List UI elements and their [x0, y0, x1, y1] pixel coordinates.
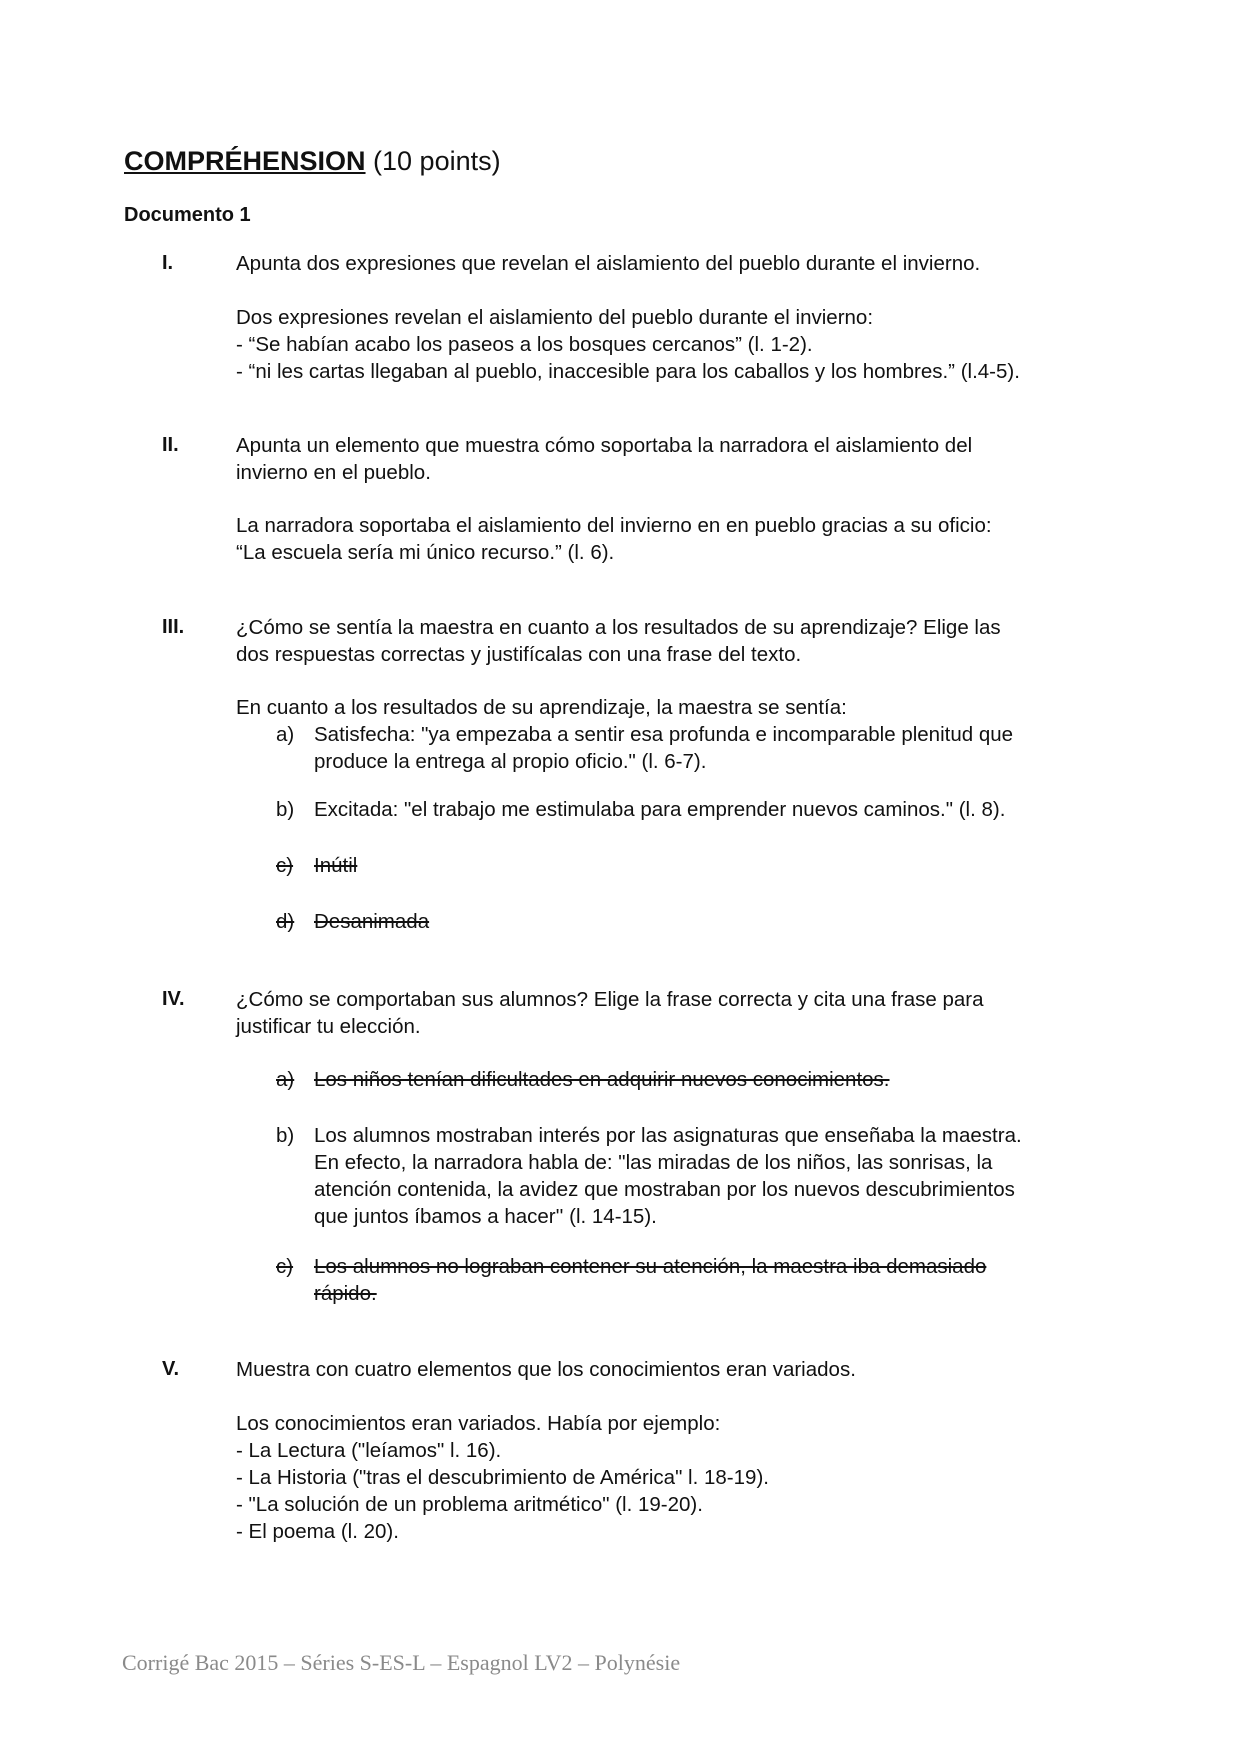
prompt-line: Muestra con cuatro elementos que los conocimientos eran variados.: [236, 1358, 856, 1381]
option-text: [314, 852, 357, 879]
answer-line: - La Lectura ("leíamos" l. 16).: [236, 1439, 502, 1462]
prompt-line: invierno en el pueblo.: [236, 461, 431, 484]
option-line: que juntos íbamos a hacer'' (l. 14-15).: [314, 1205, 657, 1228]
option-text: [314, 1122, 1022, 1230]
answer-2: [236, 512, 992, 566]
document-label: Documento 1: [124, 204, 251, 226]
answer-line: Los conocimientos eran variados. Había por ejemplo:: [236, 1412, 721, 1435]
question-prompt-2: [236, 432, 972, 486]
section-title: [124, 144, 501, 178]
option-line: Los alumnos mostraban interés por las asignaturas que enseñaba la maestra.: [314, 1124, 1022, 1147]
prompt-line: Apunta dos expresiones que revelan el aislamiento del pueblo durante el invierno.: [236, 252, 981, 275]
answer-line: La narradora soportaba el aislamiento del invierno en en pueblo gracias a su oficio:: [236, 514, 992, 537]
question-prompt-3: [236, 614, 1001, 668]
option-text: [314, 1253, 986, 1307]
answer-line: - El poema (l. 20).: [236, 1520, 399, 1543]
answer-line: Dos expresiones revelan el aislamiento del pueblo durante el invierno:: [236, 306, 874, 329]
option-letter: d): [276, 910, 295, 933]
option-letter: a): [276, 723, 295, 746]
option-text: [314, 1066, 890, 1093]
option-line: Desanimada: [314, 910, 430, 933]
section-title-main: COMPRÉHENSION: [124, 146, 366, 176]
option-line: En efecto, la narradora habla de: "las miradas de los niños, las sonrisas, la: [314, 1151, 993, 1174]
option-letter: b): [276, 798, 295, 821]
question-number-4: IV.: [162, 988, 185, 1010]
prompt-line: Apunta un elemento que muestra cómo soportaba la narradora el aislamiento del: [236, 434, 973, 457]
option-text: [314, 721, 1013, 775]
option-line: Los alumnos no lograban contener su atención, la maestra iba demasiado: [314, 1255, 987, 1278]
answer-5: [236, 1410, 769, 1545]
option-letter: c): [276, 1255, 294, 1278]
answer-3-intro: En cuanto a los resultados de su aprendizaje, la maestra se sentía:: [236, 696, 847, 719]
answer-line: “La escuela sería mi único recurso.” (l. 6).: [236, 541, 615, 564]
prompt-line: ¿Cómo se sentía la maestra en cuanto a los resultados de su aprendizaje? Elige las: [236, 616, 1001, 639]
option-line: atención contenida, la avidez que mostraban por los nuevos descubrimientos: [314, 1178, 1015, 1201]
option-text: [314, 796, 1005, 823]
option-line: Satisfecha: "ya empezaba a sentir esa profunda e incomparable plenitud que: [314, 723, 1014, 746]
question-prompt-4: [236, 986, 983, 1040]
question-number-5: V.: [162, 1358, 180, 1380]
option-letter: b): [276, 1124, 295, 1147]
question-number-3: III.: [162, 616, 185, 638]
option-line: Inútil: [314, 854, 358, 877]
option-text: [314, 908, 429, 935]
answer-line: - “ni les cartas llegaban al pueblo, inaccesible para los caballos y los hombres.” (l.4-5).: [236, 360, 1020, 383]
option-letter: a): [276, 1068, 295, 1091]
prompt-line: dos respuestas correctas y justifícalas con una frase del texto.: [236, 643, 802, 666]
section-title-points: (10 points): [365, 146, 501, 176]
answer-1: [236, 304, 1020, 385]
answer-line: - La Historia ("tras el descubrimiento de América" l. 18-19).: [236, 1466, 769, 1489]
option-line: rápido.: [314, 1282, 377, 1305]
question-prompt-5: [236, 1356, 856, 1383]
answer-line: - “Se habían acabo los paseos a los bosques cercanos” (l. 1-2).: [236, 333, 813, 356]
option-line: Los niños tenían dificultades en adquirir nuevos conocimientos.: [314, 1068, 890, 1091]
prompt-line: justificar tu elección.: [236, 1015, 421, 1038]
answer-line: - "La solución de un problema aritmético" (l. 19-20).: [236, 1493, 703, 1516]
option-line: produce la entrega al propio oficio." (l. 6-7).: [314, 750, 707, 773]
prompt-line: ¿Cómo se comportaban sus alumnos? Elige la frase correcta y cita una frase para: [236, 988, 984, 1011]
option-letter: c): [276, 854, 294, 877]
question-number-1: I.: [162, 252, 174, 274]
page-footer: Corrigé Bac 2015 – Séries S-ES-L – Espagnol LV2 – Polynésie: [122, 1650, 681, 1675]
question-prompt-1: [236, 250, 980, 277]
question-number-2: II.: [162, 434, 179, 456]
option-line: Excitada: "el trabajo me estimulaba para emprender nuevos caminos." (l. 8).: [314, 798, 1006, 821]
